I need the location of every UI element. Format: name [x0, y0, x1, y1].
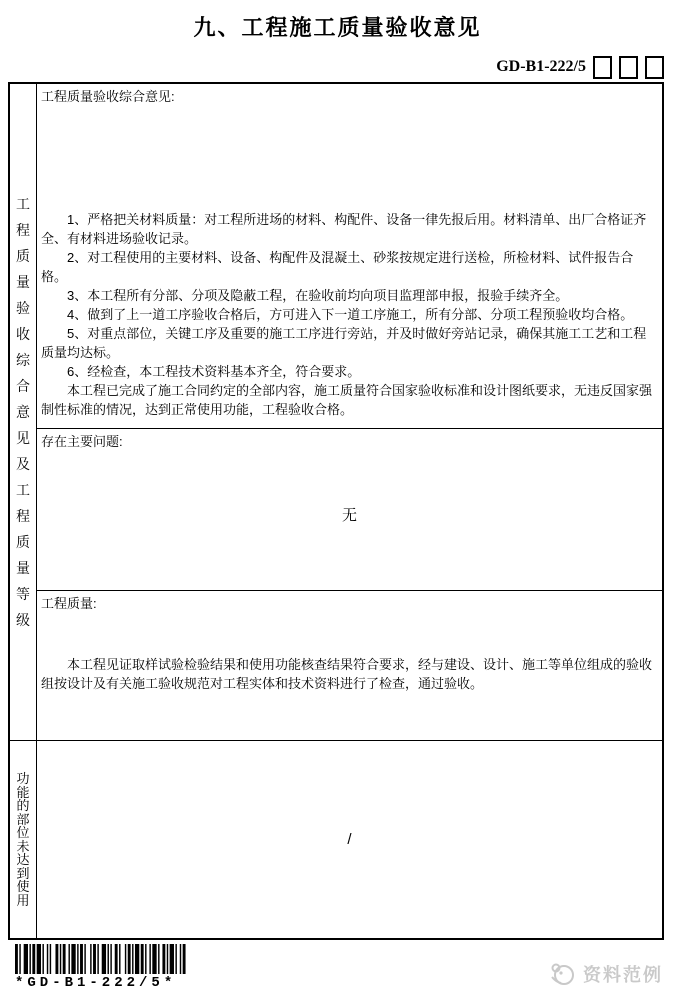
form-code-box-1 [593, 56, 612, 79]
left-label-main-cell [10, 84, 36, 740]
section-project-quality [37, 590, 662, 740]
watermark [549, 961, 663, 987]
watermark-logo-icon [549, 961, 577, 987]
form-code-box-3 [645, 56, 664, 79]
project-quality-body: 本工程见证取样试验检验结果和使用功能核查结果符合要求，经与建设、设计、施工等单位组成的验收组按设计及有关施工验收规范对工程实体和技术资料进行了检查，通过验收。 [41, 657, 653, 691]
project-quality-header: 工程质量: [41, 596, 97, 611]
opinion-item-1: 1、严格把关材料质量：对工程所进场的材料、构配件、设备一律先报后用。材料清单、出厂合格证齐全、有材料进场验收记录。 [41, 212, 647, 246]
comprehensive-opinion-list [41, 210, 658, 419]
barcode-text: *GD-B1-222/5* [15, 975, 177, 991]
form-code: GD-B1-222/5 [496, 58, 586, 75]
barcode-block [15, 944, 187, 991]
opinion-item-4: 4、做到了上一道工序验收合格后，方可进入下一道工序施工，所有分部、分项工程预验收均合格。 [67, 307, 634, 322]
opinion-conclusion: 本工程已完成了施工合同约定的全部内容，施工质量符合国家验收标准和设计图纸要求，无违反国家强制性标准的情况，达到正常使用功能，工程验收合格。 [41, 383, 653, 417]
main-problems-value: 无 [341, 506, 357, 524]
page-title: 九、工程施工质量验收意见 [193, 15, 482, 40]
opinion-item-6: 6、经检查，本工程技术资料基本齐全，符合要求。 [67, 364, 361, 379]
form-code-box-2 [619, 56, 638, 79]
opinion-item-2: 2、对工程使用的主要材料、设备、构配件及混凝土、砂浆按规定进行送检，所检材料、试件报告合格。 [41, 250, 634, 284]
form-code-row [0, 55, 664, 79]
section-comprehensive-opinion [37, 84, 662, 428]
comprehensive-opinion-header: 工程质量验收综合意见: [41, 89, 175, 104]
opinion-item-5: 5、对重点部位，关键工序及重要的施工工序进行旁站，并及时做好旁站记录，确保其施工工艺和工程质量均达标。 [41, 326, 647, 360]
left-label-bottom-cell [10, 740, 36, 938]
function-not-reached-value: / [347, 831, 352, 848]
left-label-bottom: 功能的部位未达到使用 [16, 771, 30, 908]
left-label-main: 工程质量验收综合意见及工程质量等级 [16, 196, 30, 628]
section-main-problems [37, 428, 662, 590]
main-problems-header: 存在主要问题: [41, 434, 123, 449]
section-function-not-reached [37, 740, 662, 938]
barcode-image [15, 944, 187, 974]
page-footer [0, 941, 675, 1005]
watermark-text: 资料范例 [583, 965, 663, 985]
content-column [37, 84, 662, 938]
acceptance-table [8, 82, 664, 940]
left-label-column [10, 84, 37, 938]
opinion-item-3: 3、本工程所有分部、分项及隐蔽工程，在验收前均向项目监理部申报，报验手续齐全。 [67, 288, 569, 303]
